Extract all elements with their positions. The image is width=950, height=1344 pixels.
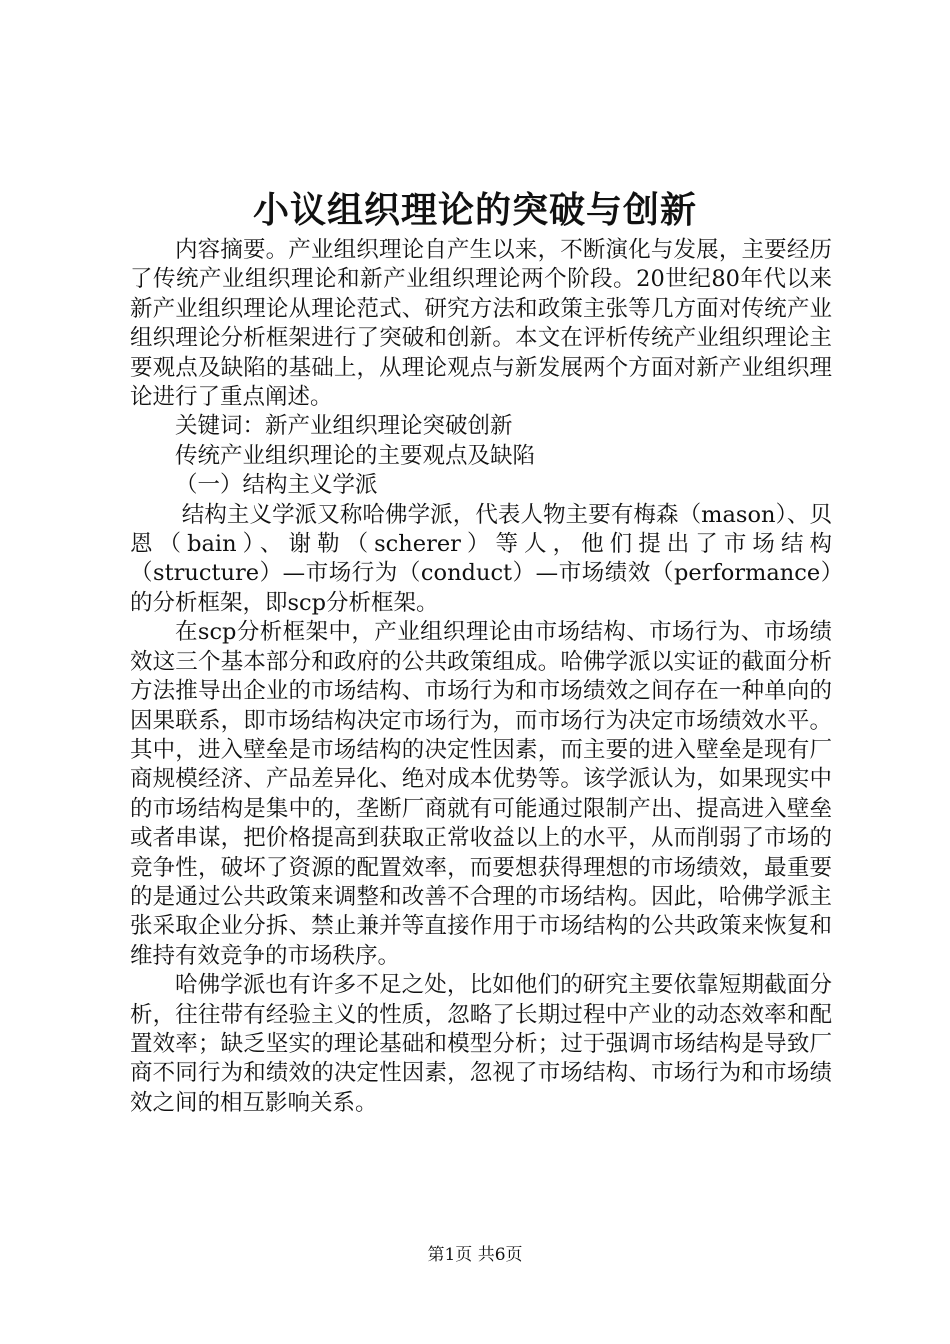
subsection-heading: （一）结构主义学派 (175, 472, 378, 499)
page-number: 第1页 共6页 (427, 1245, 523, 1265)
keywords-line: 关键词：新产业组织理论突破创新 (175, 413, 513, 440)
page-title: 小议组织理论的突破与创新 (252, 189, 697, 231)
body-paragraph: 哈佛学派也有许多不足之处，比如他们的研究主要依靠短期截面分析，往往带有经验主义的性质，忽略了长期过程中产业的动态效率和配置效率；缺乏坚实的理论基础和模型分析；过于强调市场结构是导致厂商不同行为和绩效的决定性因素，忽视了市场结构、市场行为和市场绩效之间的相互影响关系。 (130, 972, 832, 1116)
section-heading: 传统产业组织理论的主要观点及缺陷 (175, 442, 536, 469)
body-text (130, 236, 832, 1118)
body-paragraph: 结构主义学派又称哈佛学派，代表人物主要有梅森（mason）、贝恩（bain）、谢勒（scherer）等人，他们提出了市场结构（structure）—市场行为（conduct）—市场绩效（performance）的分析框架，即scp分析框架。 (130, 501, 832, 616)
abstract-paragraph: 内容摘要。产业组织理论自产生以来，不断演化与发展，主要经历了传统产业组织理论和新产业组织理论两个阶段。20世纪80年代以来新产业组织理论从理论范式、研究方法和政策主张等几方面对传统产业组织理论分析框架进行了突破和创新。本文在评析传统产业组织理论主要观点及缺陷的基础上，从理论观点与新发展两个方面对新产业组织理论进行了重点阐述。 (130, 237, 832, 411)
body-paragraph: 在scp分析框架中，产业组织理论由市场结构、市场行为、市场绩效这三个基本部分和政府的公共政策组成。哈佛学派以实证的截面分析方法推导出企业的市场结构、市场行为和市场绩效之间存在一种单向的因果联系，即市场结构决定市场行为，而市场行为决定市场绩效水平。其中，进入壁垒是市场结构的决定性因素，而主要的进入壁垒是现有厂商规模经济、产品差异化、绝对成本优势等。该学派认为，如果现实中的市场结构是集中的，垄断厂商就有可能通过限制产出、提高进入壁垒或者串谋，把价格提高到获取正常收益以上的水平，从而削弱了市场的竞争性，破坏了资源的配置效率，而要想获得理想的市场绩效，最重要的是通过公共政策来调整和改善不合理的市场结构。因此，哈佛学派主张采取企业分拆、禁止兼并等直接作用于市场结构的公共政策来恢复和维持有效竞争的市场秩序。 (130, 619, 832, 969)
